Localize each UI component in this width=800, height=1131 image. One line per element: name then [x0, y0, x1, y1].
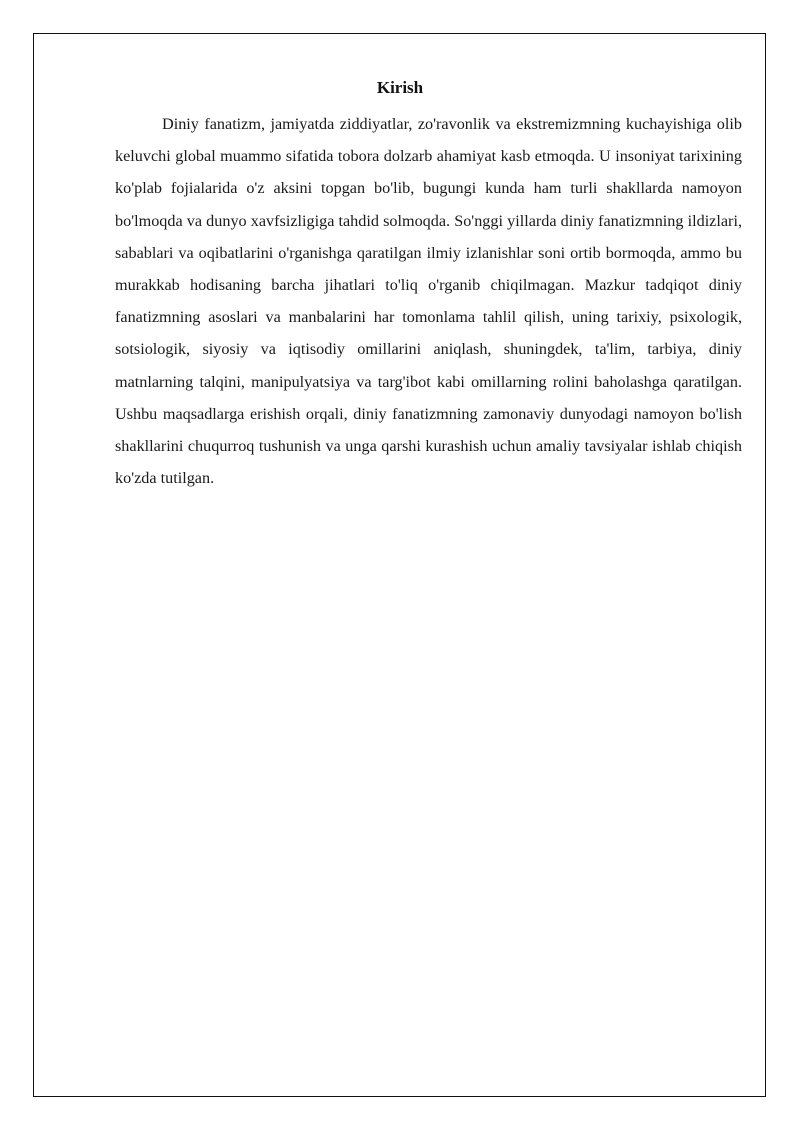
body-paragraph: Diniy fanatizm, jamiyatda ziddiyatlar, zo'ravonlik va ekstremizmning kuchayishiga olib keluvchi global muammo sifatida tobora dolzarb ahamiyat kasb etmoqda. U insoniyat tarixining ko'plab fojialarida o'z aksini topgan bo'lib, bugungi kunda ham turli shakllarda namoyon bo'lmoqda va dunyo xavfsizligiga tahdid solmoqda. So'nggi yillarda diniy fanatizmning ildizlari, sabablari va oqibatlarini o'rganishga qaratilgan ilmiy izlanishlar soni ortib bormoqda, ammo bu murakkab hodisaning barcha jihatlari to'liq o'rganib chiqilmagan. Mazkur tadqiqot diniy fanatizmning asoslari va manbalarini har tomonlama tahlil qilish, uning tarixiy, psixologik, sotsiologik, siyosiy va iqtisodiy omillarini aniqlash, shuningdek, ta'lim, tarbiya, diniy matnlarning talqini, manipulyatsiya va targ'ibot kabi omillarning rolini baholashga qaratilgan. Ushbu maqsadlarga erishish orqali, diniy fanatizmning zamonaviy dunyodagi namoyon bo'lish shakllarini chuqurroq tushunish va unga qarshi kurashish uchun amaliy tavsiyalar ishlab chiqish ko'zda tutilgan. [115, 115, 742, 488]
section-heading: Kirish [376, 78, 424, 97]
